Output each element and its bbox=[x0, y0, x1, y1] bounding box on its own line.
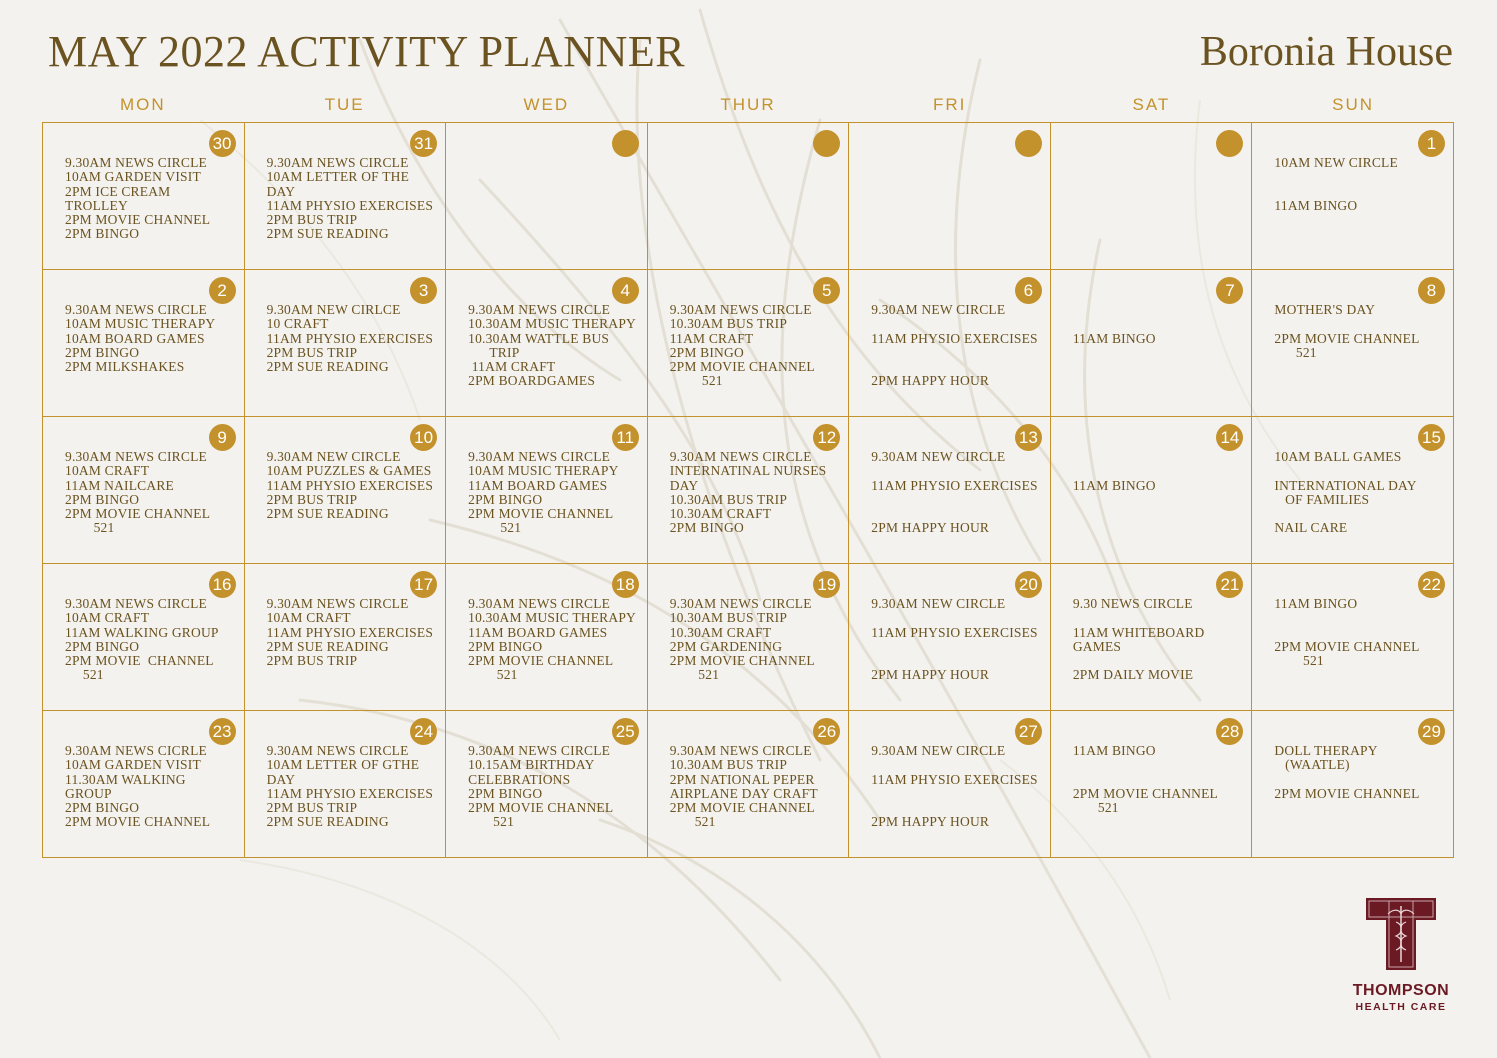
activity-line: 2PM MOVIE CHANNEL bbox=[669, 800, 815, 816]
calendar-cell bbox=[446, 270, 648, 417]
day-number-badge: 14 bbox=[1216, 424, 1243, 451]
activity-line: 10AM CRAFT bbox=[65, 463, 150, 479]
calendar-cell bbox=[245, 123, 447, 270]
day-number-badge: 27 bbox=[1015, 718, 1042, 745]
calendar-cell bbox=[43, 711, 245, 858]
activity-line bbox=[1073, 773, 1242, 787]
activity-line bbox=[871, 360, 1040, 374]
activity-line: 2PM SUE READING bbox=[266, 814, 389, 830]
calendar-cell bbox=[1252, 564, 1454, 711]
activity-line: 521 bbox=[1274, 653, 1324, 669]
activity-line: 10.30AM CRAFT bbox=[669, 624, 772, 640]
day-number-badge: 17 bbox=[410, 571, 437, 598]
activity-line: 9.30AM NEW CIRCLE bbox=[871, 743, 1006, 758]
activity-line: 2PM MOVIE CHANNEL bbox=[1274, 638, 1420, 654]
calendar-cell bbox=[245, 270, 447, 417]
day-number-badge: 31 bbox=[410, 130, 437, 157]
activity-line: 11AM PHYSIO EXERCISES bbox=[871, 330, 1038, 346]
activity-line: 9.30 NEWS CIRCLE bbox=[1072, 596, 1193, 611]
calendar bbox=[42, 92, 1454, 858]
page-title: MAY 2022 ACTIVITY PLANNER bbox=[48, 27, 686, 76]
day-number-badge: 20 bbox=[1015, 571, 1042, 598]
activity-line: 521 bbox=[1072, 800, 1119, 816]
activity-line: 10AM MUSIC THERAPY bbox=[65, 316, 216, 332]
activity-line: 10AM PUZZLES & GAMES bbox=[266, 463, 432, 479]
day-number-badge: 24 bbox=[410, 718, 437, 745]
day-number-badge: 19 bbox=[813, 571, 840, 598]
activity-line: 2PM MOVIE CHANNEL bbox=[468, 800, 614, 816]
activity-line: 9.30AM NEW CIRCLE bbox=[871, 302, 1006, 317]
day-number-badge: 18 bbox=[612, 571, 639, 598]
activity-line: 11AM PHYSIO EXERCISES bbox=[266, 477, 434, 493]
activity-line: GAMES bbox=[1072, 638, 1122, 654]
activity-line: 9.30AM NEW CIRLCE bbox=[266, 302, 401, 317]
activity-line: MOTHER'S DAY bbox=[1274, 302, 1376, 317]
activity-line: 10.15AM BIRTHDAY bbox=[468, 757, 595, 773]
day-number-badge: 16 bbox=[209, 571, 236, 598]
activity-line: 2PM BINGO bbox=[468, 785, 543, 801]
activity-line: 10AM BALL GAMES bbox=[1274, 449, 1402, 464]
activity-line: TRIP bbox=[468, 344, 520, 360]
activity-line: 2PM BINGO bbox=[65, 491, 140, 507]
activity-line: 10AM MUSIC THERAPY bbox=[468, 463, 619, 479]
calendar-grid bbox=[42, 122, 1454, 858]
activity-line: 10.30AM MUSIC THERAPY bbox=[468, 610, 636, 626]
activity-line bbox=[871, 317, 1040, 331]
activity-line: 9.30AM NEWS CICRLE bbox=[65, 743, 207, 758]
activity-line: GROUP bbox=[65, 785, 112, 801]
day-header-sun: SUN bbox=[1332, 95, 1375, 114]
activity-line: 2PM BINGO bbox=[468, 638, 543, 654]
activity-line: 2PM HAPPY HOUR bbox=[871, 667, 990, 683]
activity-line: 2PM MOVIE CHANNEL bbox=[669, 359, 815, 375]
activity-line: 2PM MOVIE CHANNEL bbox=[65, 212, 211, 228]
day-number-badge bbox=[1015, 130, 1042, 157]
activity-line: 9.30AM NEWS CIRCLE bbox=[65, 596, 207, 611]
calendar-cell bbox=[43, 417, 245, 564]
activity-line: 2PM BINGO bbox=[65, 344, 140, 360]
activity-line: 9.30AM NEWS CIRCLE bbox=[669, 596, 812, 611]
activity-line bbox=[1073, 303, 1242, 317]
day-header-fri: FRI bbox=[933, 95, 967, 114]
activity-line bbox=[871, 640, 1040, 654]
day-number-badge: 13 bbox=[1015, 424, 1042, 451]
day-number-badge bbox=[1216, 130, 1243, 157]
day-number-badge: 23 bbox=[209, 718, 236, 745]
calendar-cell bbox=[1051, 564, 1253, 711]
activity-line bbox=[1073, 758, 1242, 772]
day-number-badge: 21 bbox=[1216, 571, 1243, 598]
calendar-cell bbox=[648, 564, 850, 711]
activity-line: 10AM LETTER OF GTHE bbox=[266, 757, 420, 773]
calendar-cell bbox=[1051, 123, 1253, 270]
activity-line: 2PM BINGO bbox=[669, 344, 744, 360]
activity-line: 2PM BINGO bbox=[65, 800, 140, 816]
day-number-badge: 4 bbox=[612, 277, 639, 304]
activity-line: 2PM BUS TRIP bbox=[266, 344, 358, 360]
activity-line: NAIL CARE bbox=[1274, 520, 1348, 536]
calendar-cell bbox=[648, 711, 850, 858]
activity-line: 10AM CRAFT bbox=[266, 610, 351, 626]
day-number-badge: 8 bbox=[1418, 277, 1445, 304]
activity-line: 2PM BOARDGAMES bbox=[468, 373, 596, 389]
activity-line: 9.30AM NEWS CIRCLE bbox=[65, 155, 207, 170]
activity-line: (WAATLE) bbox=[1274, 757, 1350, 773]
activity-line: 2PM HAPPY HOUR bbox=[871, 814, 990, 830]
day-number-badge: 29 bbox=[1418, 718, 1445, 745]
activity-line: 9.30AM NEWS CIRCLE bbox=[669, 449, 812, 464]
activity-line: DAY bbox=[266, 183, 296, 199]
activity-line: 521 bbox=[669, 667, 720, 683]
activity-line: 2PM MOVIE CHANNEL bbox=[65, 814, 211, 830]
activity-line: 2PM MOVIE CHANNEL bbox=[468, 653, 614, 669]
activity-line: INTERNATIONAL DAY bbox=[1274, 477, 1417, 493]
calendar-cell bbox=[43, 564, 245, 711]
activity-line: 2PM HAPPY HOUR bbox=[871, 520, 990, 536]
day-number-badge: 12 bbox=[813, 424, 840, 451]
activity-line: 521 bbox=[65, 667, 104, 683]
day-number-badge: 2 bbox=[209, 277, 236, 304]
calendar-cell bbox=[849, 564, 1051, 711]
house-name: Boronia House bbox=[1199, 29, 1453, 75]
calendar-cell bbox=[446, 417, 648, 564]
day-number-badge: 5 bbox=[813, 277, 840, 304]
activity-line: 11AM PHYSIO EXERCISES bbox=[871, 624, 1038, 640]
activity-line: 9.30AM NEWS CIRCLE bbox=[468, 449, 611, 464]
activity-line bbox=[1274, 185, 1443, 199]
activity-line: 2PM BINGO bbox=[65, 638, 140, 654]
activity-line: DOLL THERAPY bbox=[1274, 743, 1378, 758]
activity-line: 2PM NATIONAL PEPER bbox=[669, 771, 815, 787]
activity-line: 2PM MOVIE CHANNEL bbox=[65, 506, 211, 522]
day-header-mon: MON bbox=[120, 95, 166, 114]
day-header-wed: WED bbox=[523, 95, 570, 114]
activity-line: 11AM BINGO bbox=[1072, 743, 1156, 758]
day-number-badge: 10 bbox=[410, 424, 437, 451]
activity-line: 11.30AM WALKING bbox=[65, 771, 186, 787]
activity-line bbox=[871, 507, 1040, 521]
calendar-cell bbox=[446, 564, 648, 711]
activity-line: 2PM BINGO bbox=[468, 491, 543, 507]
activity-line: 2PM BINGO bbox=[669, 520, 744, 536]
calendar-cell bbox=[849, 270, 1051, 417]
activity-line: 9.30AM NEWS CIRCLE bbox=[266, 155, 409, 170]
activity-line bbox=[871, 654, 1040, 668]
logo-subtitle: HEALTH CARE bbox=[1355, 1001, 1447, 1013]
day-number-badge: 28 bbox=[1216, 718, 1243, 745]
day-number-badge: 11 bbox=[612, 424, 639, 451]
calendar-cell bbox=[1051, 711, 1253, 858]
activity-line: 11AM PHYSIO EXERCISES bbox=[871, 477, 1038, 493]
activity-line: 10.30AM CRAFT bbox=[669, 506, 772, 522]
activity-line: 2PM MOVIE CHANNEL bbox=[669, 653, 815, 669]
day-number-badge: 9 bbox=[209, 424, 236, 451]
activity-line: 10.30AM BUS TRIP bbox=[669, 757, 788, 773]
activity-line bbox=[871, 493, 1040, 507]
activity-line: 11AM CRAFT bbox=[468, 359, 556, 375]
activity-line: 2PM MOVIE CHANNEL bbox=[1072, 785, 1218, 801]
calendar-cell bbox=[43, 270, 245, 417]
day-number-badge: 3 bbox=[410, 277, 437, 304]
activity-line: 9.30AM NEWS CIRCLE bbox=[669, 743, 812, 758]
activity-line: 10AM BOARD GAMES bbox=[65, 330, 205, 346]
activity-line: 10.30AM BUS TRIP bbox=[669, 316, 788, 332]
activity-line bbox=[1073, 464, 1242, 478]
activity-line: 9.30AM NEWS CIRCLE bbox=[669, 302, 812, 317]
activity-line: 10 CRAFT bbox=[266, 316, 329, 332]
activity-line: 11AM BINGO bbox=[1274, 197, 1358, 213]
activity-line: 11AM PHYSIO EXERCISES bbox=[266, 624, 434, 640]
activity-line: 11AM BOARD GAMES bbox=[468, 624, 608, 640]
activity-line: 10.30AM MUSIC THERAPY bbox=[468, 316, 636, 332]
activity-line: 11AM PHYSIO EXERCISES bbox=[871, 771, 1038, 787]
activity-line: 521 bbox=[669, 814, 716, 830]
day-number-badge: 26 bbox=[813, 718, 840, 745]
activity-line bbox=[1073, 654, 1242, 668]
calendar-cell bbox=[1051, 417, 1253, 564]
activity-line: 2PM BUS TRIP bbox=[266, 653, 358, 669]
day-number-badge: 1 bbox=[1418, 130, 1445, 157]
activity-line bbox=[871, 464, 1040, 478]
calendar-cell bbox=[648, 270, 850, 417]
activity-line: 11AM PHYSIO EXERCISES bbox=[266, 197, 434, 213]
day-number-badge: 22 bbox=[1418, 571, 1445, 598]
day-number-badge: 7 bbox=[1216, 277, 1243, 304]
activity-line bbox=[1073, 317, 1242, 331]
activity-line: 11AM BINGO bbox=[1072, 477, 1156, 493]
day-headers bbox=[42, 92, 1454, 122]
calendar-cell bbox=[648, 123, 850, 270]
activity-line: CELEBRATIONS bbox=[468, 771, 571, 787]
activity-line bbox=[1274, 507, 1443, 521]
logo-name: THOMPSON bbox=[1352, 982, 1450, 999]
activity-line: 11AM WALKING GROUP bbox=[65, 624, 219, 640]
day-number-badge: 6 bbox=[1015, 277, 1042, 304]
activity-line: 9.30AM NEWS CIRCLE bbox=[266, 596, 409, 611]
day-number-badge: 30 bbox=[209, 130, 236, 157]
calendar-cell bbox=[1252, 270, 1454, 417]
activity-line: 2PM DAILY MOVIE bbox=[1072, 667, 1194, 683]
calendar-cell bbox=[1252, 123, 1454, 270]
activity-line: 11AM BOARD GAMES bbox=[468, 477, 608, 493]
activity-line: 2PM ICE CREAM bbox=[65, 183, 171, 199]
activity-line: 9.30AM NEWS CIRCLE bbox=[266, 743, 409, 758]
activity-line: 10.30AM WATTLE BUS bbox=[468, 330, 610, 346]
activity-line: 521 bbox=[468, 520, 522, 536]
activity-line: 9.30AM NEWS CIRCLE bbox=[65, 449, 207, 464]
activity-line: 10AM LETTER OF THE bbox=[266, 169, 410, 185]
activity-line bbox=[871, 611, 1040, 625]
activity-line: 11AM CRAFT bbox=[669, 330, 754, 346]
thompson-logo bbox=[1338, 896, 1464, 1016]
activity-line: 2PM SUE READING bbox=[266, 638, 389, 654]
activity-line: OF FAMILIES bbox=[1274, 491, 1370, 507]
activity-line: 2PM SUE READING bbox=[266, 226, 389, 242]
activity-line: 10AM GARDEN VISIT bbox=[65, 169, 201, 185]
activity-line: 9.30AM NEWS CIRCLE bbox=[65, 302, 207, 317]
day-number-badge: 25 bbox=[612, 718, 639, 745]
activity-line: 9.30AM NEW CIRCLE bbox=[871, 596, 1006, 611]
activity-line bbox=[871, 801, 1040, 815]
day-header-sat: SAT bbox=[1132, 95, 1171, 114]
calendar-cell bbox=[1051, 270, 1253, 417]
activity-line: 9.30AM NEWS CIRCLE bbox=[468, 743, 611, 758]
activity-line bbox=[1274, 170, 1443, 184]
activity-line: 2PM BUS TRIP bbox=[266, 212, 358, 228]
activity-line: 521 bbox=[468, 667, 518, 683]
activity-line bbox=[1274, 611, 1443, 625]
activity-line: 2PM BUS TRIP bbox=[266, 491, 358, 507]
day-number-badge bbox=[612, 130, 639, 157]
calendar-cell bbox=[245, 417, 447, 564]
activity-line bbox=[871, 758, 1040, 772]
activity-line bbox=[1274, 626, 1443, 640]
activity-line: 10.30AM BUS TRIP bbox=[669, 491, 788, 507]
activity-line: 10.30AM BUS TRIP bbox=[669, 610, 788, 626]
activity-line: 11AM WHITEBOARD bbox=[1072, 624, 1205, 640]
calendar-cell bbox=[245, 564, 447, 711]
calendar-cell bbox=[849, 123, 1051, 270]
activity-line: 521 bbox=[468, 814, 515, 830]
day-number-badge bbox=[813, 130, 840, 157]
activity-line: 11AM BINGO bbox=[1274, 596, 1358, 611]
activity-line: 11AM NAILCARE bbox=[65, 477, 174, 493]
activity-line: 2PM SUE READING bbox=[266, 506, 389, 522]
activity-line: 521 bbox=[65, 520, 115, 536]
calendar-cell bbox=[1252, 711, 1454, 858]
activity-line: 2PM MOVIE CHANNEL bbox=[65, 653, 214, 669]
activity-line: 2PM MILKSHAKES bbox=[65, 359, 185, 375]
activity-line bbox=[1073, 450, 1242, 464]
activity-line: DAY bbox=[266, 771, 296, 787]
activity-line bbox=[1073, 611, 1242, 625]
activity-line: 11AM PHYSIO EXERCISES bbox=[266, 330, 434, 346]
calendar-cell bbox=[446, 123, 648, 270]
calendar-cell bbox=[849, 711, 1051, 858]
calendar-cell bbox=[849, 417, 1051, 564]
activity-line: 2PM BUS TRIP bbox=[266, 800, 358, 816]
calendar-cell bbox=[43, 123, 245, 270]
day-header-thur: THUR bbox=[720, 95, 776, 114]
activity-line bbox=[1274, 464, 1443, 478]
activity-line: 2PM BINGO bbox=[65, 226, 140, 242]
activity-line bbox=[871, 346, 1040, 360]
activity-line: 11AM BINGO bbox=[1072, 330, 1156, 346]
activity-line: 9.30AM NEW CIRCLE bbox=[266, 449, 401, 464]
day-header-tue: TUE bbox=[324, 95, 365, 114]
activity-line: 2PM MOVIE CHANNEL bbox=[1274, 785, 1420, 801]
calendar-cell bbox=[446, 711, 648, 858]
activity-line: 2PM HAPPY HOUR bbox=[871, 373, 990, 389]
activity-line: 9.30AM NEWS CIRCLE bbox=[468, 596, 611, 611]
activity-line: TROLLEY bbox=[65, 197, 128, 213]
activity-line: 521 bbox=[669, 373, 723, 389]
activity-line: 9.30AM NEW CIRCLE bbox=[871, 449, 1006, 464]
activity-line: 9.30AM NEWS CIRCLE bbox=[468, 302, 611, 317]
activity-line bbox=[1274, 317, 1443, 331]
activity-line: 521 bbox=[1274, 344, 1317, 360]
activity-line: 2PM MOVIE CHANNEL bbox=[468, 506, 614, 522]
logo-t-icon bbox=[1338, 896, 1464, 980]
activity-line: AIRPLANE DAY CRAFT bbox=[669, 785, 818, 801]
activity-line: 10AM CRAFT bbox=[65, 610, 150, 626]
activity-line: 2PM SUE READING bbox=[266, 359, 389, 375]
calendar-cell bbox=[245, 711, 447, 858]
activity-line: 10AM NEW CIRCLE bbox=[1274, 155, 1398, 170]
activity-line: 11AM PHYSIO EXERCISES bbox=[266, 785, 434, 801]
activity-line: DAY bbox=[669, 477, 699, 493]
activity-line: 2PM GARDENING bbox=[669, 638, 783, 654]
day-number-badge: 15 bbox=[1418, 424, 1445, 451]
activity-line: 2PM MOVIE CHANNEL bbox=[1274, 330, 1420, 346]
activity-line bbox=[1274, 773, 1443, 787]
calendar-cell bbox=[1252, 417, 1454, 564]
activity-line bbox=[871, 787, 1040, 801]
activity-line: 10AM GARDEN VISIT bbox=[65, 757, 201, 773]
calendar-cell bbox=[648, 417, 850, 564]
activity-line: INTERNATINAL NURSES bbox=[669, 463, 827, 479]
